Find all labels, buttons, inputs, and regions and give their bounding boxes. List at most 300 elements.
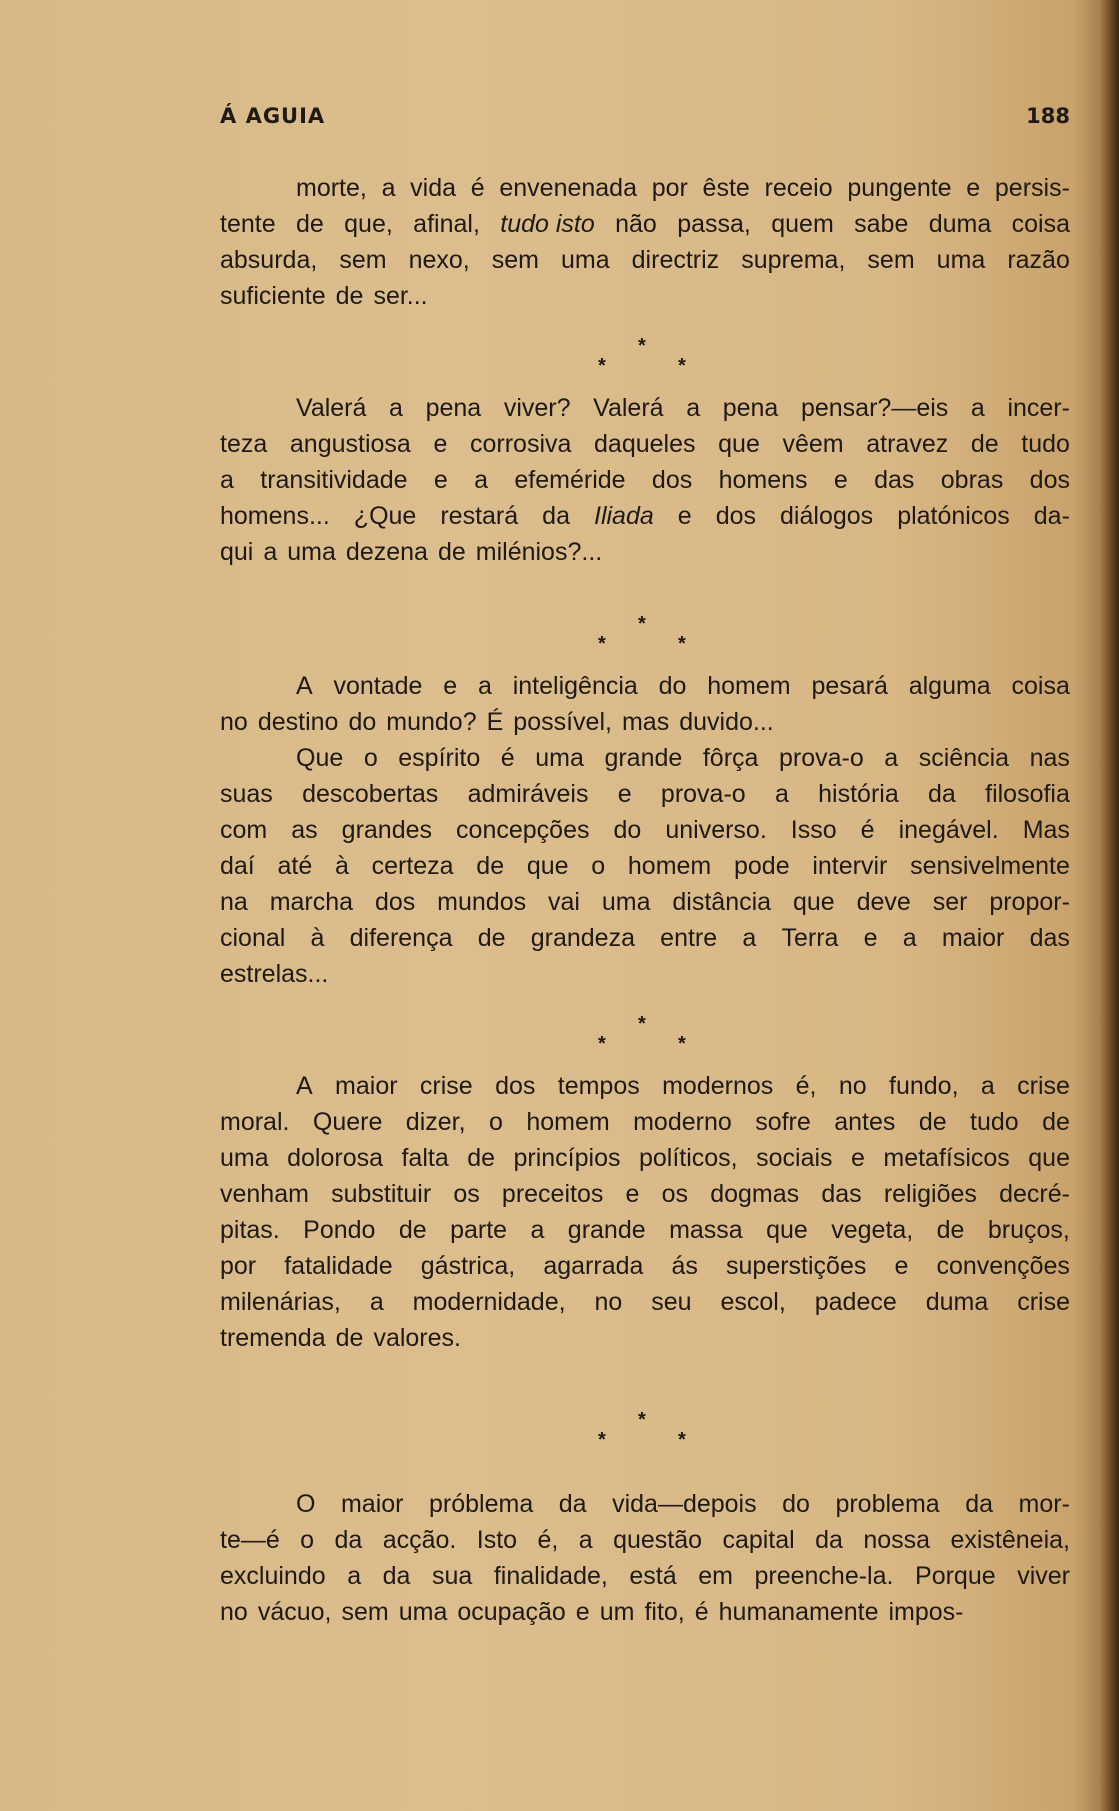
word: a bbox=[902, 924, 917, 952]
word: dos bbox=[374, 888, 416, 916]
word: a bbox=[389, 394, 403, 422]
section-separator bbox=[220, 992, 1070, 1068]
word: problema bbox=[835, 1490, 940, 1518]
word: deve bbox=[856, 888, 911, 916]
word: uma bbox=[287, 538, 336, 566]
word: por bbox=[220, 1252, 257, 1280]
word: de bbox=[335, 282, 364, 310]
text-line bbox=[220, 498, 1070, 534]
word: e bbox=[443, 672, 458, 700]
word: qui bbox=[220, 538, 254, 566]
word: e bbox=[851, 1144, 865, 1172]
word: pode bbox=[733, 852, 790, 880]
word: que bbox=[792, 888, 835, 916]
word: finalidade, bbox=[493, 1562, 608, 1590]
word: marcha bbox=[269, 888, 354, 916]
word: atravez bbox=[866, 430, 949, 458]
word: pesará bbox=[811, 672, 888, 700]
word: que bbox=[526, 852, 569, 880]
asterisk: * bbox=[678, 1033, 686, 1055]
word: no bbox=[220, 1598, 248, 1626]
word: teza bbox=[220, 430, 268, 458]
word: estrelas... bbox=[220, 960, 329, 988]
text-line bbox=[220, 668, 1070, 704]
word: coisa bbox=[1011, 210, 1070, 238]
word: milenárias, bbox=[220, 1288, 341, 1316]
word: sua bbox=[432, 1562, 473, 1590]
word: persis- bbox=[994, 174, 1070, 202]
word: fito, bbox=[644, 1598, 685, 1626]
word: no bbox=[838, 1072, 867, 1100]
word: até bbox=[277, 852, 313, 880]
word: directriz bbox=[631, 246, 720, 274]
word: universo. bbox=[665, 816, 767, 844]
word: de bbox=[918, 1108, 947, 1136]
asterisk: * bbox=[638, 1013, 646, 1035]
word: da- bbox=[1033, 502, 1070, 530]
text-line bbox=[220, 740, 1070, 776]
word: homem bbox=[526, 1108, 610, 1136]
word: cional bbox=[220, 924, 286, 952]
word: pungente bbox=[847, 174, 952, 202]
word: vácuo, bbox=[257, 1598, 332, 1626]
word: filosofia bbox=[985, 780, 1070, 808]
word: de bbox=[437, 538, 466, 566]
section-separator bbox=[220, 1388, 1070, 1464]
word: escol, bbox=[720, 1288, 786, 1316]
section-separator bbox=[220, 592, 1070, 668]
word: a bbox=[774, 780, 789, 808]
word: ás bbox=[671, 1252, 698, 1280]
word: da bbox=[965, 1490, 994, 1518]
asterisk: * bbox=[638, 335, 646, 357]
word: e bbox=[575, 1598, 590, 1626]
word: a bbox=[980, 1072, 995, 1100]
text-line bbox=[220, 1594, 1070, 1630]
word: crise bbox=[1017, 1288, 1070, 1316]
word: vida bbox=[410, 174, 457, 202]
word: nossa bbox=[863, 1526, 931, 1554]
word: pitas. bbox=[220, 1216, 280, 1244]
word: vida—depois bbox=[612, 1490, 757, 1518]
text-line bbox=[220, 920, 1070, 956]
text-line bbox=[220, 1212, 1070, 1248]
word: maior bbox=[941, 924, 1005, 952]
word: descobertas bbox=[302, 780, 439, 808]
text-line bbox=[220, 426, 1070, 462]
word: êste bbox=[702, 174, 750, 202]
word: humanamente bbox=[718, 1598, 879, 1626]
word: e bbox=[625, 1180, 640, 1208]
word: uma bbox=[561, 246, 610, 274]
word: que bbox=[718, 430, 760, 458]
word: de bbox=[477, 924, 506, 952]
word: e bbox=[677, 502, 692, 530]
word: a bbox=[742, 924, 757, 952]
word: e bbox=[617, 780, 632, 808]
word: morte, bbox=[296, 174, 367, 202]
text-line bbox=[220, 848, 1070, 884]
word: fôrça bbox=[702, 744, 759, 772]
word: possível, bbox=[513, 708, 612, 736]
word: não bbox=[615, 210, 657, 238]
word: é bbox=[500, 744, 515, 772]
word: a bbox=[381, 174, 396, 202]
word: envenenada bbox=[499, 174, 637, 202]
word: sem bbox=[867, 246, 915, 274]
word: Terra bbox=[781, 924, 839, 952]
word: é bbox=[470, 174, 485, 202]
word: e bbox=[863, 924, 878, 952]
word: no bbox=[220, 708, 248, 736]
text-line bbox=[220, 278, 1070, 314]
word: por bbox=[651, 174, 688, 202]
word: nas bbox=[1029, 744, 1070, 772]
word: prova-o bbox=[778, 744, 864, 772]
section-separator bbox=[220, 314, 1070, 390]
word: ser bbox=[932, 888, 968, 916]
word: uma bbox=[220, 1144, 269, 1172]
word: receio bbox=[764, 174, 833, 202]
word: da bbox=[334, 1526, 363, 1554]
word: sem bbox=[491, 246, 539, 274]
word: questão bbox=[613, 1526, 703, 1554]
word: à bbox=[334, 852, 349, 880]
text-line bbox=[220, 1522, 1070, 1558]
word: mor- bbox=[1018, 1490, 1070, 1518]
word: bruços, bbox=[987, 1216, 1070, 1244]
word: o bbox=[591, 852, 606, 880]
word: A bbox=[296, 1072, 313, 1100]
word: daí bbox=[220, 852, 255, 880]
word: viver? bbox=[503, 394, 571, 422]
word: dos bbox=[715, 502, 757, 530]
word: fatalidade bbox=[284, 1252, 393, 1280]
word: e bbox=[894, 1252, 909, 1280]
word: O bbox=[296, 1490, 316, 1518]
word: de bbox=[476, 852, 505, 880]
text-line bbox=[220, 1104, 1070, 1140]
word: sabe bbox=[854, 210, 909, 238]
asterisk: * bbox=[598, 1033, 606, 1055]
word: afinal, bbox=[413, 210, 480, 238]
word: vêem bbox=[782, 430, 844, 458]
word: alguma bbox=[908, 672, 991, 700]
word: moderno bbox=[633, 1108, 732, 1136]
paragraph bbox=[220, 1068, 1070, 1356]
word: moral. bbox=[220, 1108, 290, 1136]
word: crise bbox=[419, 1072, 473, 1100]
running-title: Á AGUIA bbox=[220, 104, 326, 128]
paragraph bbox=[220, 740, 1070, 992]
word: impos- bbox=[888, 1598, 964, 1626]
word: homem bbox=[707, 672, 791, 700]
word: da bbox=[542, 502, 570, 530]
word: homens... bbox=[220, 502, 330, 530]
word: o bbox=[363, 744, 378, 772]
word: da bbox=[382, 1562, 411, 1590]
word: falta bbox=[401, 1144, 449, 1172]
word: tudo isto bbox=[500, 210, 595, 238]
word: homens bbox=[718, 466, 808, 494]
text-line bbox=[220, 170, 1070, 206]
word: acção. bbox=[382, 1526, 457, 1554]
word: venham bbox=[220, 1180, 309, 1208]
word: preceitos bbox=[501, 1180, 604, 1208]
word: pensar?—eis bbox=[800, 394, 949, 422]
word: efeméride bbox=[514, 466, 626, 494]
word: agarrada bbox=[543, 1252, 644, 1280]
word: destino bbox=[257, 708, 339, 736]
word: quem bbox=[771, 210, 834, 238]
asterisk: * bbox=[598, 355, 606, 377]
word: transitividade bbox=[260, 466, 408, 494]
word: modernos bbox=[662, 1072, 774, 1100]
word: grande bbox=[604, 744, 683, 772]
word: do bbox=[782, 1490, 810, 1518]
word: a bbox=[530, 1216, 545, 1244]
text-line bbox=[220, 884, 1070, 920]
word: sofre bbox=[755, 1108, 811, 1136]
word: as bbox=[291, 816, 318, 844]
word: grandes bbox=[341, 816, 433, 844]
word: tremenda bbox=[220, 1324, 326, 1352]
word: Valerá bbox=[593, 394, 664, 422]
word: incer- bbox=[1007, 394, 1070, 422]
word: é, bbox=[537, 1526, 559, 1554]
word: Iliada bbox=[594, 502, 654, 530]
word: dos bbox=[651, 466, 693, 494]
word: com bbox=[220, 816, 268, 844]
word: diferença bbox=[349, 924, 453, 952]
word: mundos bbox=[437, 888, 527, 916]
asterisk: * bbox=[598, 1429, 606, 1451]
word: mas bbox=[621, 708, 670, 736]
word: dos bbox=[1029, 466, 1070, 494]
word: daqueles bbox=[594, 430, 696, 458]
word: gástrica, bbox=[420, 1252, 516, 1280]
word: É bbox=[486, 708, 504, 736]
asterisk: * bbox=[638, 1409, 646, 1431]
word: Isto bbox=[476, 1526, 518, 1554]
word: das bbox=[1029, 924, 1070, 952]
word: ser... bbox=[373, 282, 428, 310]
word: dogmas bbox=[710, 1180, 800, 1208]
word: grande bbox=[567, 1216, 646, 1244]
asterisk: * bbox=[678, 1429, 686, 1451]
word: grandeza bbox=[530, 924, 635, 952]
page-header bbox=[220, 104, 1070, 138]
text-line bbox=[220, 1176, 1070, 1212]
word: das bbox=[821, 1180, 862, 1208]
word: a bbox=[578, 1526, 593, 1554]
word: suas bbox=[220, 780, 273, 808]
word: é bbox=[694, 1598, 709, 1626]
word: prova-o bbox=[660, 780, 746, 808]
word: uma bbox=[601, 888, 651, 916]
text-line bbox=[220, 956, 1070, 992]
text-line bbox=[220, 1248, 1070, 1284]
word: sociais bbox=[756, 1144, 833, 1172]
text-line bbox=[220, 462, 1070, 498]
word: em bbox=[698, 1562, 733, 1590]
word: de bbox=[398, 1216, 427, 1244]
word: Pondo bbox=[303, 1216, 376, 1244]
word: milénios?... bbox=[475, 538, 603, 566]
paragraph bbox=[220, 170, 1070, 314]
body-text bbox=[220, 170, 1070, 1630]
text-line bbox=[220, 1486, 1070, 1522]
word: de bbox=[936, 1216, 965, 1244]
word: de bbox=[295, 210, 324, 238]
word: Porque bbox=[915, 1562, 996, 1590]
word: é, bbox=[795, 1072, 817, 1100]
word: fundo, bbox=[889, 1072, 959, 1100]
word: antes bbox=[834, 1108, 896, 1136]
text-line bbox=[220, 1320, 1070, 1356]
paragraph bbox=[220, 1486, 1070, 1630]
word: uma bbox=[936, 246, 986, 274]
word: o bbox=[488, 1108, 503, 1136]
text-line bbox=[220, 776, 1070, 812]
word: admiráveis bbox=[467, 780, 589, 808]
word: concepções bbox=[456, 816, 590, 844]
word: de bbox=[970, 430, 999, 458]
word: ¿Que bbox=[353, 502, 417, 530]
word: que bbox=[1028, 1144, 1070, 1172]
word: restará bbox=[440, 502, 519, 530]
word: a bbox=[970, 394, 985, 422]
word: tudo bbox=[1021, 430, 1070, 458]
text-line bbox=[220, 206, 1070, 242]
word: do bbox=[613, 816, 642, 844]
text-line bbox=[220, 390, 1070, 426]
word: obras bbox=[940, 466, 1004, 494]
word: metafísicos bbox=[883, 1144, 1010, 1172]
word: que, bbox=[344, 210, 393, 238]
text-line bbox=[220, 812, 1070, 848]
page-number: 188 bbox=[1026, 104, 1070, 128]
word: do bbox=[658, 672, 687, 700]
word: no bbox=[594, 1288, 623, 1316]
word: crise bbox=[1017, 1072, 1070, 1100]
word: de bbox=[1042, 1108, 1070, 1136]
word: um bbox=[599, 1598, 635, 1626]
word: sciência bbox=[918, 744, 1010, 772]
word: inegável. bbox=[898, 816, 999, 844]
word: da bbox=[815, 1526, 843, 1554]
asterisk: * bbox=[598, 633, 606, 655]
word: é bbox=[860, 816, 875, 844]
word: história bbox=[818, 780, 899, 808]
word: da bbox=[928, 780, 956, 808]
text-line bbox=[220, 704, 1070, 740]
word: Isso bbox=[790, 816, 837, 844]
asterisk: * bbox=[678, 355, 686, 377]
word: a bbox=[884, 744, 899, 772]
word: maior bbox=[335, 1072, 398, 1100]
word: os bbox=[661, 1180, 689, 1208]
word: e bbox=[433, 430, 448, 458]
word: dolorosa bbox=[287, 1144, 384, 1172]
word: Valerá bbox=[296, 394, 367, 422]
word: substituir bbox=[331, 1180, 432, 1208]
word: certeza bbox=[371, 852, 454, 880]
word: padece bbox=[814, 1288, 897, 1316]
word: entre bbox=[660, 924, 718, 952]
word: e bbox=[833, 466, 848, 494]
word: sensivelmente bbox=[910, 852, 1070, 880]
word: políticos, bbox=[638, 1144, 738, 1172]
word: uma bbox=[398, 1598, 448, 1626]
word: de bbox=[467, 1144, 496, 1172]
text-line bbox=[220, 1284, 1070, 1320]
asterisk: * bbox=[678, 633, 686, 655]
word: Quere bbox=[312, 1108, 383, 1136]
text-line bbox=[220, 1558, 1070, 1594]
word: superstições bbox=[726, 1252, 867, 1280]
word: a bbox=[474, 466, 489, 494]
word: a bbox=[263, 538, 278, 566]
word: a bbox=[686, 394, 701, 422]
word: seu bbox=[651, 1288, 692, 1316]
word: está bbox=[629, 1562, 677, 1590]
word: duma bbox=[928, 210, 992, 238]
word: Mas bbox=[1022, 816, 1070, 844]
word: na bbox=[220, 888, 248, 916]
word: a bbox=[478, 672, 492, 700]
word: a bbox=[220, 466, 234, 494]
text-line bbox=[220, 534, 1070, 570]
word: convenções bbox=[936, 1252, 1070, 1280]
word: tudo bbox=[970, 1108, 1019, 1136]
word: Que bbox=[296, 744, 344, 772]
word: próblema bbox=[429, 1490, 534, 1518]
word: religiões bbox=[883, 1180, 977, 1208]
word: parte bbox=[450, 1216, 508, 1244]
word: das bbox=[874, 466, 915, 494]
word: e bbox=[966, 174, 981, 202]
word: sem bbox=[339, 246, 387, 274]
word: pena bbox=[722, 394, 779, 422]
word: nexo, bbox=[408, 246, 470, 274]
word: maior bbox=[340, 1490, 404, 1518]
word: dos bbox=[495, 1072, 536, 1100]
word: absurda, bbox=[220, 246, 318, 274]
word: corrosiva bbox=[469, 430, 572, 458]
word: que bbox=[766, 1216, 808, 1244]
text-line bbox=[220, 1140, 1070, 1176]
word: passa, bbox=[677, 210, 751, 238]
text-line bbox=[220, 242, 1070, 278]
word: e bbox=[433, 466, 448, 494]
word: sem bbox=[341, 1598, 389, 1626]
word: dizer, bbox=[405, 1108, 466, 1136]
word: massa bbox=[669, 1216, 743, 1244]
word: de bbox=[335, 1324, 364, 1352]
word: o bbox=[300, 1526, 315, 1554]
word: coisa bbox=[1011, 672, 1070, 700]
word: platónicos bbox=[897, 502, 1010, 530]
word: inteligência bbox=[512, 672, 638, 700]
word: ocupação bbox=[457, 1598, 566, 1626]
word: a bbox=[347, 1562, 362, 1590]
word: valores. bbox=[373, 1324, 461, 1352]
word: propor- bbox=[989, 888, 1070, 916]
word: princípios bbox=[513, 1144, 621, 1172]
asterisk: * bbox=[638, 613, 646, 635]
word: capital bbox=[722, 1526, 795, 1554]
